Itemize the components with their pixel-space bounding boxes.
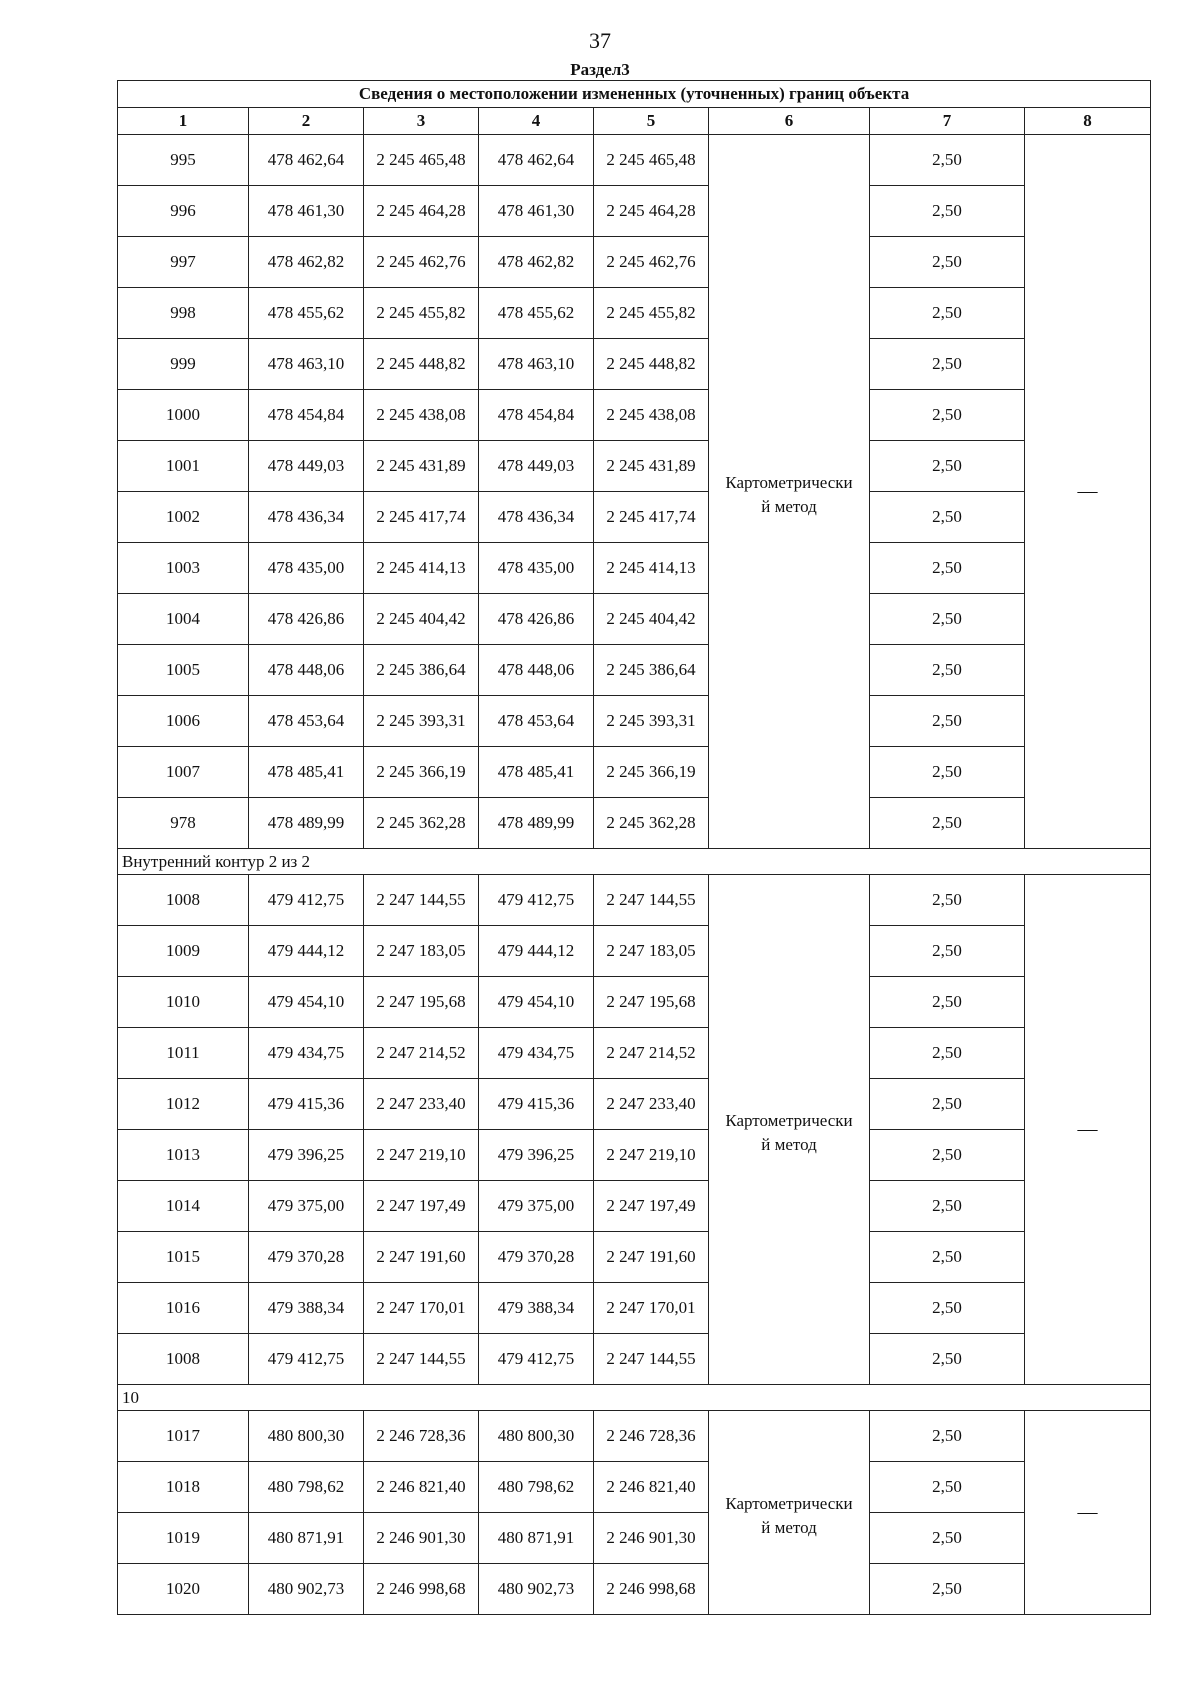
coordinate-cell: 2 245 362,28 xyxy=(594,798,709,849)
method-cell xyxy=(709,135,870,849)
point-number-cell: 1010 xyxy=(118,977,249,1028)
coordinate-cell: 479 370,28 xyxy=(479,1232,594,1283)
coordinate-cell: 2 247 191,60 xyxy=(594,1232,709,1283)
coordinate-cell: 2 246 821,40 xyxy=(594,1462,709,1513)
column-8-cell: — xyxy=(1025,1411,1151,1615)
coordinate-cell: 478 436,34 xyxy=(249,492,364,543)
table-row xyxy=(118,390,1151,441)
accuracy-cell: 2,50 xyxy=(870,492,1025,543)
table-row xyxy=(118,1232,1151,1283)
coordinate-cell: 479 454,10 xyxy=(479,977,594,1028)
table-row xyxy=(118,441,1151,492)
coordinate-cell: 479 412,75 xyxy=(479,875,594,926)
coordinate-cell: 2 245 465,48 xyxy=(364,135,479,186)
coordinate-cell: 478 485,41 xyxy=(249,747,364,798)
point-number-cell: 998 xyxy=(118,288,249,339)
accuracy-cell: 2,50 xyxy=(870,135,1025,186)
coordinate-cell: 478 455,62 xyxy=(479,288,594,339)
method-text: Картометрически й метод xyxy=(725,1110,853,1154)
coordinate-cell: 480 800,30 xyxy=(249,1411,364,1462)
boundary-coordinates-table xyxy=(117,80,1151,1615)
accuracy-cell: 2,50 xyxy=(870,926,1025,977)
coordinate-cell: 478 448,06 xyxy=(249,645,364,696)
accuracy-cell: 2,50 xyxy=(870,1334,1025,1385)
coordinate-cell: 478 463,10 xyxy=(249,339,364,390)
coordinate-cell: 2 246 901,30 xyxy=(364,1513,479,1564)
accuracy-cell: 2,50 xyxy=(870,288,1025,339)
coordinate-cell: 2 247 233,40 xyxy=(594,1079,709,1130)
table-row xyxy=(118,1028,1151,1079)
coordinate-cell: 2 247 195,68 xyxy=(364,977,479,1028)
table-row xyxy=(118,339,1151,390)
table-row xyxy=(118,594,1151,645)
coordinate-cell: 2 245 414,13 xyxy=(594,543,709,594)
accuracy-cell: 2,50 xyxy=(870,798,1025,849)
page-number: 37 xyxy=(589,28,611,53)
coordinate-cell: 2 245 366,19 xyxy=(364,747,479,798)
coordinate-cell: 479 415,36 xyxy=(479,1079,594,1130)
coordinate-cell: 479 412,75 xyxy=(479,1334,594,1385)
point-number-cell: 1003 xyxy=(118,543,249,594)
accuracy-cell: 2,50 xyxy=(870,390,1025,441)
coordinate-cell: 2 245 438,08 xyxy=(364,390,479,441)
coordinate-cell: 478 435,00 xyxy=(479,543,594,594)
coordinate-cell: 480 902,73 xyxy=(249,1564,364,1615)
coordinate-cell: 479 434,75 xyxy=(479,1028,594,1079)
point-number-cell: 1016 xyxy=(118,1283,249,1334)
accuracy-cell: 2,50 xyxy=(870,875,1025,926)
coordinate-cell: 2 247 144,55 xyxy=(594,1334,709,1385)
coordinate-cell: 478 449,03 xyxy=(249,441,364,492)
table-row xyxy=(118,798,1151,849)
column-number-row xyxy=(118,108,1151,135)
coordinate-cell: 480 800,30 xyxy=(479,1411,594,1462)
column-number: 6 xyxy=(709,108,870,135)
point-number-cell: 1008 xyxy=(118,875,249,926)
table-row xyxy=(118,186,1151,237)
point-number-cell: 1020 xyxy=(118,1564,249,1615)
column-number: 2 xyxy=(249,108,364,135)
contour-heading-row xyxy=(118,849,1151,875)
coordinate-cell: 2 246 998,68 xyxy=(594,1564,709,1615)
coordinate-cell: 478 489,99 xyxy=(479,798,594,849)
table-row xyxy=(118,492,1151,543)
method-text: Картометрически й метод xyxy=(725,1493,853,1537)
coordinate-cell: 478 453,64 xyxy=(479,696,594,747)
coordinate-cell: 2 245 448,82 xyxy=(594,339,709,390)
accuracy-cell: 2,50 xyxy=(870,237,1025,288)
column-number: 5 xyxy=(594,108,709,135)
coordinate-cell: 480 798,62 xyxy=(249,1462,364,1513)
coordinate-cell: 2 246 998,68 xyxy=(364,1564,479,1615)
coordinate-cell: 2 245 455,82 xyxy=(594,288,709,339)
point-number-cell: 997 xyxy=(118,237,249,288)
column-number: 8 xyxy=(1025,108,1151,135)
point-number-cell: 996 xyxy=(118,186,249,237)
coordinate-cell: 2 247 183,05 xyxy=(364,926,479,977)
coordinate-cell: 479 370,28 xyxy=(249,1232,364,1283)
point-number-cell: 1009 xyxy=(118,926,249,977)
table-row xyxy=(118,926,1151,977)
point-number-cell: 1012 xyxy=(118,1079,249,1130)
coordinate-cell: 2 247 219,10 xyxy=(364,1130,479,1181)
coordinate-cell: 2 245 404,42 xyxy=(594,594,709,645)
point-number-cell: 999 xyxy=(118,339,249,390)
coordinate-cell: 2 245 414,13 xyxy=(364,543,479,594)
coordinate-cell: 479 444,12 xyxy=(479,926,594,977)
accuracy-cell: 2,50 xyxy=(870,1564,1025,1615)
coordinate-cell: 2 245 393,31 xyxy=(594,696,709,747)
coordinate-cell: 479 412,75 xyxy=(249,875,364,926)
accuracy-cell: 2,50 xyxy=(870,1411,1025,1462)
coordinate-cell: 2 247 144,55 xyxy=(594,875,709,926)
coordinate-cell: 2 245 386,64 xyxy=(364,645,479,696)
coordinate-cell: 478 436,34 xyxy=(479,492,594,543)
coordinate-cell: 480 871,91 xyxy=(479,1513,594,1564)
contour-heading-row xyxy=(118,1385,1151,1411)
coordinate-cell: 478 435,00 xyxy=(249,543,364,594)
coordinate-cell: 2 245 464,28 xyxy=(594,186,709,237)
coordinate-cell: 2 245 455,82 xyxy=(364,288,479,339)
point-number-cell: 1018 xyxy=(118,1462,249,1513)
coordinate-cell: 2 247 170,01 xyxy=(594,1283,709,1334)
coordinate-cell: 478 454,84 xyxy=(479,390,594,441)
coordinate-cell: 478 455,62 xyxy=(249,288,364,339)
coordinate-cell: 2 247 144,55 xyxy=(364,1334,479,1385)
coordinate-cell: 2 247 214,52 xyxy=(364,1028,479,1079)
table-row xyxy=(118,1130,1151,1181)
coordinate-cell: 2 247 233,40 xyxy=(364,1079,479,1130)
table-row xyxy=(118,237,1151,288)
table-row xyxy=(118,1513,1151,1564)
coordinate-cell: 480 902,73 xyxy=(479,1564,594,1615)
coordinate-cell: 478 426,86 xyxy=(249,594,364,645)
coordinate-cell: 2 245 417,74 xyxy=(594,492,709,543)
coordinate-cell: 478 489,99 xyxy=(249,798,364,849)
coordinate-cell: 2 245 417,74 xyxy=(364,492,479,543)
column-number: 7 xyxy=(870,108,1025,135)
accuracy-cell: 2,50 xyxy=(870,747,1025,798)
coordinate-cell: 479 388,34 xyxy=(249,1283,364,1334)
coordinate-cell: 478 462,82 xyxy=(249,237,364,288)
accuracy-cell: 2,50 xyxy=(870,339,1025,390)
coordinate-cell: 2 245 366,19 xyxy=(594,747,709,798)
table-row xyxy=(118,1411,1151,1462)
coordinate-cell: 2 245 462,76 xyxy=(364,237,479,288)
table-row xyxy=(118,875,1151,926)
coordinate-cell: 2 247 191,60 xyxy=(364,1232,479,1283)
point-number-cell: 1013 xyxy=(118,1130,249,1181)
coordinate-cell: 479 375,00 xyxy=(249,1181,364,1232)
coordinate-cell: 2 246 728,36 xyxy=(594,1411,709,1462)
coordinate-cell: 2 245 448,82 xyxy=(364,339,479,390)
accuracy-cell: 2,50 xyxy=(870,1283,1025,1334)
coordinate-cell: 479 396,25 xyxy=(479,1130,594,1181)
point-number-cell: 1011 xyxy=(118,1028,249,1079)
coordinate-cell: 2 247 219,10 xyxy=(594,1130,709,1181)
accuracy-cell: 2,50 xyxy=(870,1079,1025,1130)
coordinate-cell: 2 247 195,68 xyxy=(594,977,709,1028)
coordinate-cell: 2 246 821,40 xyxy=(364,1462,479,1513)
accuracy-cell: 2,50 xyxy=(870,543,1025,594)
table-row xyxy=(118,1079,1151,1130)
point-number-cell: 1004 xyxy=(118,594,249,645)
point-number-cell: 1001 xyxy=(118,441,249,492)
point-number-cell: 1015 xyxy=(118,1232,249,1283)
coordinate-cell: 478 426,86 xyxy=(479,594,594,645)
table-caption: Сведения о местоположении измененных (уточненных) границ объекта xyxy=(118,81,1151,108)
coordinate-cell: 478 462,82 xyxy=(479,237,594,288)
coordinate-cell: 478 453,64 xyxy=(249,696,364,747)
coordinate-cell: 479 412,75 xyxy=(249,1334,364,1385)
coordinate-cell: 2 245 465,48 xyxy=(594,135,709,186)
coordinate-cell: 2 245 386,64 xyxy=(594,645,709,696)
coordinate-cell: 478 485,41 xyxy=(479,747,594,798)
table-caption-row xyxy=(118,81,1151,108)
column-8-cell: — xyxy=(1025,875,1151,1385)
table-row xyxy=(118,977,1151,1028)
coordinate-cell: 479 415,36 xyxy=(249,1079,364,1130)
coordinate-cell: 478 461,30 xyxy=(479,186,594,237)
table-row xyxy=(118,135,1151,186)
coordinate-cell: 2 247 214,52 xyxy=(594,1028,709,1079)
coordinate-cell: 478 462,64 xyxy=(479,135,594,186)
table-row xyxy=(118,747,1151,798)
point-number-cell: 1019 xyxy=(118,1513,249,1564)
accuracy-cell: 2,50 xyxy=(870,594,1025,645)
coordinate-cell: 2 245 393,31 xyxy=(364,696,479,747)
table-body xyxy=(118,81,1151,1615)
accuracy-cell: 2,50 xyxy=(870,1232,1025,1283)
table-row xyxy=(118,696,1151,747)
contour-heading: Внутренний контур 2 из 2 xyxy=(118,849,1151,875)
coordinate-cell: 2 247 183,05 xyxy=(594,926,709,977)
coordinate-cell: 2 247 144,55 xyxy=(364,875,479,926)
table-row xyxy=(118,1462,1151,1513)
accuracy-cell: 2,50 xyxy=(870,1181,1025,1232)
point-number-cell: 1006 xyxy=(118,696,249,747)
table-row xyxy=(118,1181,1151,1232)
column-8-cell: — xyxy=(1025,135,1151,849)
coordinate-cell: 479 375,00 xyxy=(479,1181,594,1232)
accuracy-cell: 2,50 xyxy=(870,1513,1025,1564)
point-number-cell: 1002 xyxy=(118,492,249,543)
coordinate-cell: 478 454,84 xyxy=(249,390,364,441)
accuracy-cell: 2,50 xyxy=(870,1028,1025,1079)
coordinate-cell: 480 871,91 xyxy=(249,1513,364,1564)
point-number-cell: 978 xyxy=(118,798,249,849)
point-number-cell: 1005 xyxy=(118,645,249,696)
coordinate-cell: 2 245 431,89 xyxy=(594,441,709,492)
accuracy-cell: 2,50 xyxy=(870,977,1025,1028)
table-row xyxy=(118,288,1151,339)
contour-heading: 10 xyxy=(118,1385,1151,1411)
section-title: Раздел3 xyxy=(570,60,630,79)
coordinate-cell: 2 247 197,49 xyxy=(594,1181,709,1232)
coordinate-cell: 479 444,12 xyxy=(249,926,364,977)
coordinate-cell: 478 463,10 xyxy=(479,339,594,390)
accuracy-cell: 2,50 xyxy=(870,1130,1025,1181)
point-number-cell: 1000 xyxy=(118,390,249,441)
accuracy-cell: 2,50 xyxy=(870,696,1025,747)
table-row xyxy=(118,543,1151,594)
accuracy-cell: 2,50 xyxy=(870,441,1025,492)
point-number-cell: 1007 xyxy=(118,747,249,798)
method-text: Картометрически й метод xyxy=(725,472,853,516)
method-cell xyxy=(709,875,870,1385)
coordinate-cell: 2 246 728,36 xyxy=(364,1411,479,1462)
coordinate-cell: 2 245 362,28 xyxy=(364,798,479,849)
accuracy-cell: 2,50 xyxy=(870,186,1025,237)
table-row xyxy=(118,1334,1151,1385)
table-row xyxy=(118,1564,1151,1615)
column-number: 1 xyxy=(118,108,249,135)
coordinate-cell: 2 245 464,28 xyxy=(364,186,479,237)
point-number-cell: 1017 xyxy=(118,1411,249,1462)
coordinate-cell: 2 245 431,89 xyxy=(364,441,479,492)
coordinate-cell: 480 798,62 xyxy=(479,1462,594,1513)
table-row xyxy=(118,645,1151,696)
coordinate-cell: 2 247 197,49 xyxy=(364,1181,479,1232)
coordinate-cell: 478 462,64 xyxy=(249,135,364,186)
point-number-cell: 1008 xyxy=(118,1334,249,1385)
accuracy-cell: 2,50 xyxy=(870,1462,1025,1513)
coordinate-cell: 478 448,06 xyxy=(479,645,594,696)
coordinate-cell: 2 246 901,30 xyxy=(594,1513,709,1564)
coordinate-cell: 479 396,25 xyxy=(249,1130,364,1181)
coordinate-cell: 479 434,75 xyxy=(249,1028,364,1079)
accuracy-cell: 2,50 xyxy=(870,645,1025,696)
point-number-cell: 1014 xyxy=(118,1181,249,1232)
coordinate-cell: 2 247 170,01 xyxy=(364,1283,479,1334)
method-cell xyxy=(709,1411,870,1615)
point-number-cell: 995 xyxy=(118,135,249,186)
coordinate-cell: 478 461,30 xyxy=(249,186,364,237)
coordinate-cell: 2 245 438,08 xyxy=(594,390,709,441)
coordinate-cell: 478 449,03 xyxy=(479,441,594,492)
coordinate-cell: 2 245 462,76 xyxy=(594,237,709,288)
coordinate-cell: 479 388,34 xyxy=(479,1283,594,1334)
coordinate-cell: 2 245 404,42 xyxy=(364,594,479,645)
table-row xyxy=(118,1283,1151,1334)
coordinate-cell: 479 454,10 xyxy=(249,977,364,1028)
column-number: 4 xyxy=(479,108,594,135)
column-number: 3 xyxy=(364,108,479,135)
